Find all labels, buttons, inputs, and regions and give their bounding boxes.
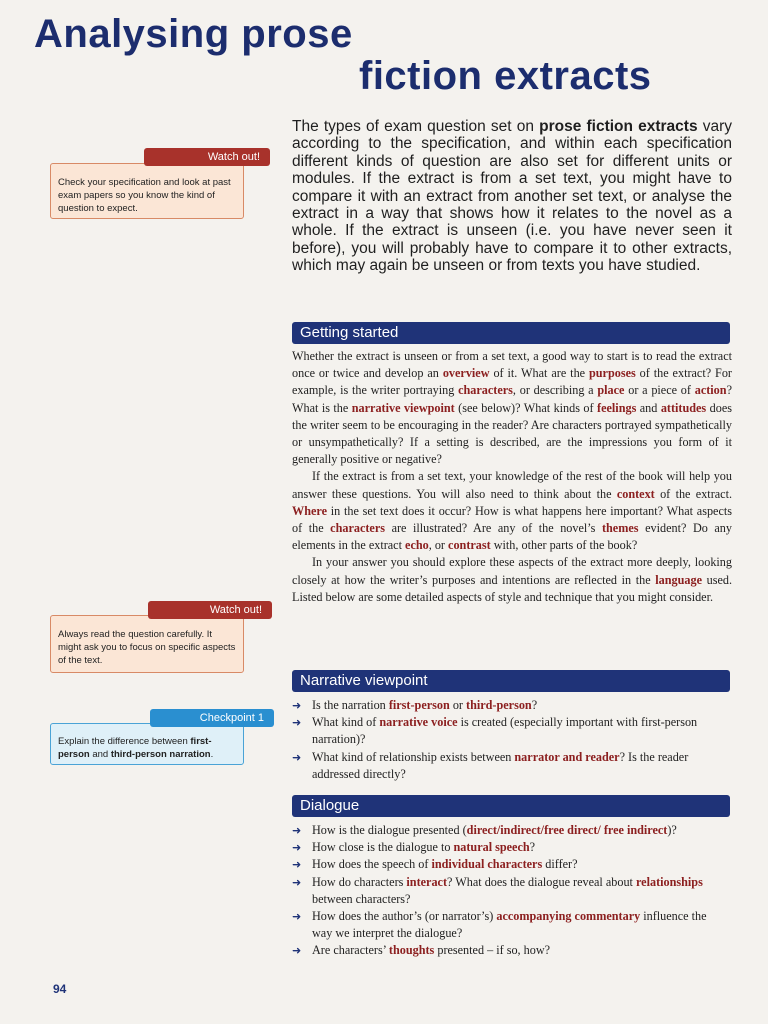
text-run: are illustrated? Are any of the novel’s (385, 521, 602, 536)
text-run: of it. What are the (489, 366, 589, 381)
arrow-bullet-icon: ➜ (292, 875, 302, 889)
text-run: does the writer seem to be encouraging in the reader? Are characters portrayed sympathetically or unsympathetically? If a setting is described, are the impressions you form of it generally positive or negative? (292, 400, 732, 467)
keyword: third-person (466, 698, 532, 712)
title-line-2: fiction extracts (359, 54, 652, 98)
keyword: attitudes (660, 400, 707, 415)
arrow-bullet-icon: ➜ (292, 910, 302, 924)
checkpoint-box (50, 723, 244, 765)
checkpoint-bold: first-person (58, 736, 212, 760)
bullet-item (292, 942, 722, 959)
keyword: echo (405, 538, 429, 553)
bullet-item (292, 856, 722, 873)
text-run: Are characters’ (312, 943, 389, 958)
arrow-bullet-icon: ➜ (292, 858, 302, 872)
text-run: and (636, 400, 661, 415)
keyword: characters (458, 383, 513, 398)
keyword: contrast (448, 538, 491, 553)
keyword: language (655, 572, 702, 587)
bullet-item (292, 908, 722, 942)
bullet-item (292, 822, 722, 839)
keyword: direct/indirect/free direct/ free indirect (466, 823, 668, 837)
text-run: )? (667, 823, 677, 837)
bullet-list (292, 822, 722, 960)
keyword: individual characters (431, 857, 543, 872)
bullet-item (292, 874, 722, 908)
heading-dialogue: Dialogue (292, 795, 730, 817)
dialogue-body (292, 822, 722, 960)
text-run: presented – if so, how? (434, 943, 551, 958)
getting-started-body (292, 348, 732, 606)
text-run: of the extract. (654, 486, 733, 501)
keyword: place (597, 383, 625, 398)
text-run: influence the way we interpret the dialogue? (312, 909, 707, 941)
text-run: is created (especially important with first-person narration)? (312, 715, 698, 747)
arrow-bullet-icon: ➜ (292, 699, 302, 712)
text-run: How do characters (312, 874, 407, 889)
intro-text: The types of exam question set on (292, 118, 540, 135)
text-run: between characters? (312, 891, 411, 906)
text-run: or (449, 698, 467, 712)
arrow-bullet-icon: ➜ (292, 824, 302, 837)
text-run: ? (529, 840, 536, 855)
watch-out-text: Check your specification and look at past exam papers so you know the kind of question to expect. (58, 177, 231, 214)
keyword: narrative voice (379, 715, 458, 730)
bullet-item (292, 839, 722, 856)
text-run: ? What does the dialogue reveal about (447, 874, 636, 889)
text-run: What kind of relationship exists between (312, 749, 515, 764)
keyword: relationships (635, 874, 703, 889)
bullet-item (292, 697, 730, 714)
intro-text: vary according to the specification, and within each specification different kinds of question are also set for different units or modules. If the extract is from a set text, you might have to compare it with an extract from another set text, or analyse the extract in a way that shows how it relates to the novel as a whole. If the extract is unseen (i.e. you have never seen it before), you will probably have to compare it to other extracts, which may again be unseen or from texts you have studied. (292, 118, 733, 275)
intro-bold: prose fiction extracts (539, 118, 698, 135)
checkpoint-tab: Checkpoint 1 (150, 709, 274, 727)
text-run: How does the author’s (or narrator’s) (312, 909, 497, 924)
keyword: themes (601, 521, 639, 536)
keyword: feelings (597, 400, 637, 415)
watch-out-box-1 (50, 163, 244, 219)
arrow-bullet-icon: ➜ (292, 944, 302, 958)
text-run: ? (531, 698, 538, 712)
title-line-1: Analysing prose (34, 12, 353, 56)
text-run: of the extract? For example, is the writer portraying (292, 366, 732, 398)
checkpoint-text: and (89, 749, 111, 760)
bullet-list (292, 697, 730, 783)
keyword: context (616, 486, 655, 501)
checkpoint-text: . (210, 749, 214, 760)
bullet-item (292, 714, 730, 748)
paragraph (292, 348, 732, 468)
text-run: How is the dialogue presented ( (312, 823, 467, 837)
arrow-bullet-icon: ➜ (292, 841, 302, 855)
text-run: In your answer you should explore these aspects of the extract more deeply, looking closely at how the writer’s purposes and intentions are reflected in the (292, 555, 732, 587)
watch-out-tab-2: Watch out! (148, 601, 272, 619)
keyword: natural speech (453, 840, 530, 855)
keyword: narrator and reader (514, 749, 620, 764)
bullet-item (292, 749, 730, 783)
keyword: characters (330, 521, 385, 536)
keyword: accompanying commentary (496, 909, 641, 924)
paragraph (292, 468, 732, 554)
text-run: evident? Do any elements in the extract (292, 521, 732, 553)
keyword: purposes (589, 366, 636, 381)
narrative-viewpoint-body (292, 697, 730, 783)
checkpoint-bold: third-person narration (110, 749, 211, 760)
paragraph (292, 554, 732, 606)
text-run: used. Listed below are some detailed aspects of style and technique that you might consider. (292, 572, 732, 604)
text-run: ? Is the reader addressed directly? (312, 749, 689, 781)
text-run: If the extract is from a set text, your knowledge of the rest of the book will help you answer these questions. You will also need to think about the (292, 469, 732, 501)
keyword: Where (292, 503, 327, 518)
text-run: in the set text does it occur? How is what happens here important? What aspects of the (292, 503, 732, 536)
text-run: , or describing a (512, 383, 598, 398)
keyword: interact (406, 874, 448, 889)
checkpoint-text: Explain the difference between (58, 736, 191, 747)
text-run: or a piece of (624, 383, 695, 398)
arrow-bullet-icon: ➜ (292, 750, 302, 764)
page-title (34, 14, 734, 96)
keyword: overview (442, 366, 490, 381)
keyword: action (694, 383, 727, 398)
text-run: How close is the dialogue to (312, 840, 454, 855)
text-run: How does the speech of (312, 857, 432, 872)
watch-out-tab-1: Watch out! (144, 148, 270, 166)
text-run: differ? (542, 857, 578, 872)
heading-getting-started: Getting started (292, 322, 730, 344)
intro-paragraph (292, 118, 732, 275)
text-run: , or (428, 538, 449, 553)
watch-out-box-2 (50, 615, 244, 673)
page-number: 94 (53, 982, 67, 996)
keyword: narrative viewpoint (351, 400, 455, 415)
text-run: Whether the extract is unseen or from a set text, a good way to start is to read the extract once or twice and develop an (292, 349, 732, 381)
keyword: first-person (388, 698, 450, 712)
arrow-bullet-icon: ➜ (292, 716, 302, 730)
text-run: Is the narration (312, 698, 389, 712)
heading-narrative-viewpoint: Narrative viewpoint (292, 670, 730, 692)
text-run: What kind of (312, 715, 380, 730)
text-run: ? What is the (292, 383, 732, 415)
text-run: with, other parts of the book? (490, 538, 638, 553)
text-run: (see below)? What kinds of (454, 400, 598, 415)
watch-out-text: Always read the question carefully. It might ask you to focus on specific aspects of the text. (58, 629, 236, 666)
keyword: thoughts (388, 943, 435, 958)
